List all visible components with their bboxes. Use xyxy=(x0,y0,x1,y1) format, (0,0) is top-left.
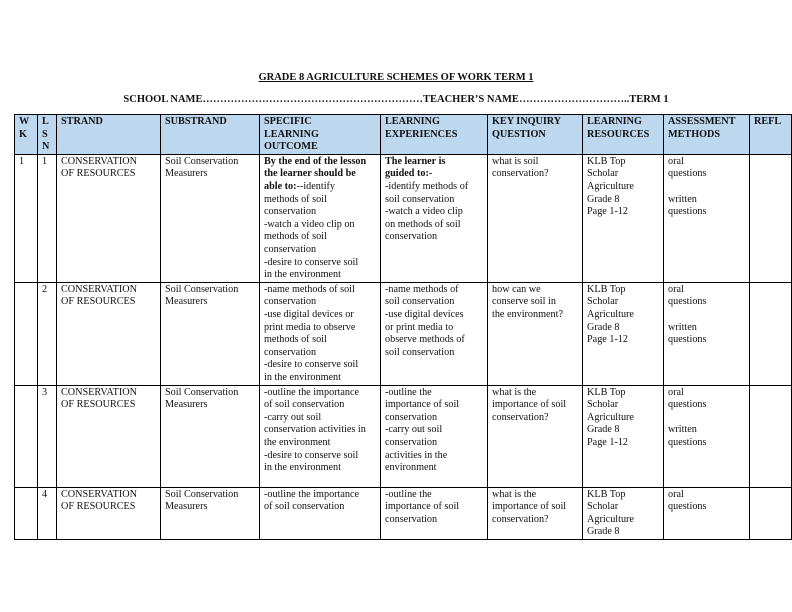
cell-experiences xyxy=(381,385,488,487)
cell-strand-text: CONSERVATION OF RESOURCES xyxy=(61,488,137,513)
header-lsn: L S N xyxy=(38,115,57,155)
cell-experiences-bold-intro: The learner is guided to:- xyxy=(385,155,446,180)
table-row xyxy=(15,282,792,385)
cell-lsn xyxy=(38,282,57,385)
cell-outcome xyxy=(260,385,381,487)
cell-strand-text: CONSERVATION OF RESOURCES xyxy=(61,386,137,411)
cell-experiences-text: -name methods of soil conservation -use digital devices or print media to observe methods of soil conservation xyxy=(385,283,465,358)
cell-outcome xyxy=(260,487,381,539)
cell-outcome-text: --identify methods of soil conservation -watch a video clip on methods of soil conservation -desire to conserve soil in the environment xyxy=(264,180,359,281)
cell-question xyxy=(488,282,583,385)
cell-strand xyxy=(57,154,161,282)
cell-substrand xyxy=(161,154,260,282)
cell-question-text: what is soil conservation? xyxy=(492,155,549,180)
cell-experiences xyxy=(381,154,488,282)
header-question: KEY INQUIRY QUESTION xyxy=(488,115,583,155)
cell-refl xyxy=(750,487,792,539)
cell-experiences xyxy=(381,282,488,385)
cell-lsn-text: 1 xyxy=(42,155,48,167)
cell-wk xyxy=(15,282,38,385)
cell-lsn-text: 3 xyxy=(42,386,48,398)
cell-substrand-text: Soil Conservation Measurers xyxy=(165,283,239,308)
cell-strand xyxy=(57,385,161,487)
cell-refl xyxy=(750,385,792,487)
table-row xyxy=(15,385,792,487)
table-row xyxy=(15,154,792,282)
document-title xyxy=(0,72,792,83)
header-wk: W K xyxy=(15,115,38,155)
document-title-text: GRADE 8 AGRICULTURE SCHEMES OF WORK TERM 1 xyxy=(258,72,534,83)
cell-assessment-text: oral questions written questions xyxy=(668,155,707,218)
header-row xyxy=(15,115,792,155)
cell-experiences-text: -outline the importance of soil conservation xyxy=(385,488,460,525)
cell-lsn xyxy=(38,154,57,282)
cell-outcome xyxy=(260,282,381,385)
cell-resources xyxy=(583,154,664,282)
cell-resources-text: KLB Top Scholar Agriculture Grade 8 Page 1-12 xyxy=(587,155,634,218)
cell-question xyxy=(488,154,583,282)
cell-question xyxy=(488,487,583,539)
cell-resources-text: KLB Top Scholar Agriculture Grade 8 xyxy=(587,488,634,538)
cell-assessment-text: oral questions written questions xyxy=(668,386,707,448)
cell-outcome xyxy=(260,154,381,282)
cell-question-text: how can we conserve soil in the environment? xyxy=(492,283,564,320)
cell-substrand-text: Soil Conservation Measurers xyxy=(165,488,239,513)
cell-question-text: what is the importance of soil conservation? xyxy=(492,386,567,423)
cell-experiences-text: -identify methods of soil conservation -watch a video clip on methods of soil conservation xyxy=(385,180,469,243)
cell-assessment xyxy=(664,154,750,282)
header-assessment: ASSESSMENT METHODS xyxy=(664,115,750,155)
school-teacher-term-line: SCHOOL NAME………………………………………………………TEACHER’S NAME…………………………..TERM 1 xyxy=(123,94,669,105)
cell-outcome-text: -outline the importance of soil conservation -carry out soil conservation activities in the environment -desire to conserve soil in the environment xyxy=(264,386,366,474)
cell-outcome-text: -name methods of soil conservation -use digital devices or print media to observe methods of soil conservation -desire to conserve soil in the environment xyxy=(264,283,359,383)
header-refl: REFL xyxy=(750,115,792,155)
header-experiences: LEARNING EXPERIENCES xyxy=(381,115,488,155)
cell-lsn-text: 2 xyxy=(42,283,48,295)
cell-outcome-bold-intro: By the end of the lesson the learner should be able to: xyxy=(264,155,367,192)
cell-strand-text: CONSERVATION OF RESOURCES xyxy=(61,155,137,180)
cell-wk xyxy=(15,487,38,539)
cell-refl xyxy=(750,282,792,385)
cell-question-text: what is the importance of soil conservation? xyxy=(492,488,567,525)
cell-wk-text: 1 xyxy=(19,155,25,167)
cell-substrand xyxy=(161,282,260,385)
cell-resources-text: KLB Top Scholar Agriculture Grade 8 Page 1-12 xyxy=(587,283,634,346)
cell-strand xyxy=(57,282,161,385)
header-outcome: SPECIFIC LEARNING OUTCOME xyxy=(260,115,381,155)
cell-experiences xyxy=(381,487,488,539)
cell-refl xyxy=(750,154,792,282)
cell-question xyxy=(488,385,583,487)
cell-lsn xyxy=(38,385,57,487)
header-strand: STRAND xyxy=(57,115,161,155)
cell-lsn xyxy=(38,487,57,539)
cell-assessment xyxy=(664,487,750,539)
cell-resources-text: KLB Top Scholar Agriculture Grade 8 Page 1-12 xyxy=(587,386,634,448)
cell-resources xyxy=(583,385,664,487)
cell-substrand-text: Soil Conservation Measurers xyxy=(165,386,239,411)
cell-assessment-text: oral questions xyxy=(668,488,707,513)
cell-assessment-text: oral questions written questions xyxy=(668,283,707,346)
cell-lsn-text: 4 xyxy=(42,488,48,500)
cell-wk xyxy=(15,385,38,487)
cell-strand xyxy=(57,487,161,539)
cell-assessment xyxy=(664,282,750,385)
header-resources: LEARNING RESOURCES xyxy=(583,115,664,155)
cell-experiences-text: -outline the importance of soil conservation -carry out soil conservation activities in the environment xyxy=(385,386,460,474)
cell-substrand-text: Soil Conservation Measurers xyxy=(165,155,239,180)
table-row xyxy=(15,487,792,539)
cell-resources xyxy=(583,487,664,539)
cell-strand-text: CONSERVATION OF RESOURCES xyxy=(61,283,137,308)
cell-outcome-text: -outline the importance of soil conservation xyxy=(264,488,360,513)
header-substrand: SUBSTRAND xyxy=(161,115,260,155)
cell-assessment xyxy=(664,385,750,487)
cell-substrand xyxy=(161,487,260,539)
cell-substrand xyxy=(161,385,260,487)
cell-wk xyxy=(15,154,38,282)
schemes-of-work-table xyxy=(14,114,792,540)
cell-resources xyxy=(583,282,664,385)
